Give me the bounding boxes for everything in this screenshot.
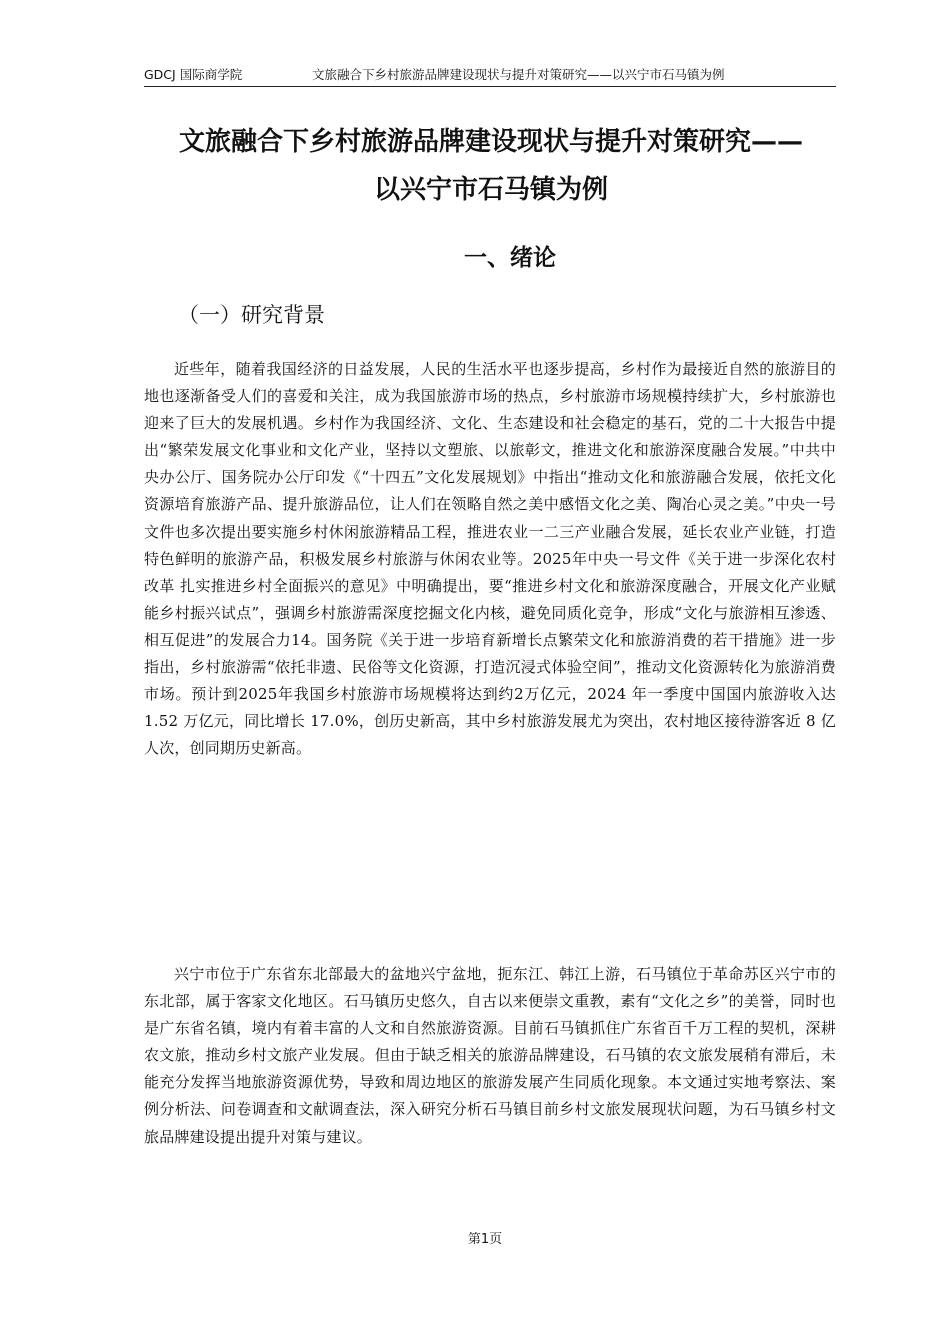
page-number: 第1页: [467, 1232, 503, 1247]
running-header: [144, 66, 836, 87]
body-paragraph-2: 兴宁市位于广东省东北部最大的盆地兴宁盆地，扼东江、韩江上游，石马镇位于革命苏区兴宁市的东北部，属于客家文化地区。石马镇历史悠久，自古以来便崇文重教，素有“文化之乡”的美誉，同时也是广东省名镇，境内有着丰富的人文和自然旅游资源。目前石马镇抓住广东省百千万工程的契机，深耕农文旅，推动乡村文旅产业发展。但由于缺乏相关的旅游品牌建设，石马镇的农文旅发展稍有滞后，未能充分发挥当地旅游资源优势，导致和周边地区的旅游发展产生同质化现象。本文通过实地考察法、案例分析法、问卷调查和文献调查法，深入研究分析石马镇目前乡村文旅发展现状问题，为石马镇乡村文旅品牌建设提出提升对策与建议。: [144, 965, 836, 1146]
section-heading: 一、绪论: [464, 245, 556, 271]
body-paragraph-1: 近些年，随着我国经济的日益发展，人民的生活水平也逐步提高，乡村作为最接近自然的旅游目的地也逐渐备受人们的喜爱和关注，成为我国旅游市场的热点，乡村旅游市场规模持续扩大，乡村旅游也迎来了巨大的发展机遇。乡村作为我国经济、文化、生态建设和社会稳定的基石，党的二十大报告中提出“繁荣发展文化事业和文化产业，坚持以文塑旅、以旅彰文，推进文化和旅游深度融合发展。”中共中央办公厅、国务院办公厅印发《“十四五”文化发展规划》中指出“推动文化和旅游融合发展，依托文化资源培育旅游产品、提升旅游品位，让人们在领略自然之美中感悟文化之美、陶冶心灵之美。”中央一号文件也多次提出要实施乡村休闲旅游精品工程，推进农业一二三产业融合发展，延长农业产业链，打造特色鲜明的旅游产品，积极发展乡村旅游与休闲农业等。2025年中央一号文件《关于进一步深化农村改革 扎实推进乡村全面振兴的意见》中明确提出，要“推进乡村文化和旅游深度融合，开展文化产业赋能乡村振兴试点”，强调乡村旅游需深度挖掘文化内核，避免同质化竞争，形成“文化与旅游相互渗透、相互促进”的发展合力14。国务院《关于进一步培育新增长点繁荣文化和旅游消费的若干措施》进一步指出，乡村旅游需“依托非遗、民俗等文化资源，打造沉浸式体验空间”，推动文化资源转化为旅游消费市场。预计到2025年我国乡村旅游市场规模将达到约2万亿元，2024 年一季度中国国内旅游收入达 1.52 万亿元，同比增长 17.0%，创历史新高，其中乡村旅游发展尤为突出，农村地区接待游客近 8 亿人次，创同期历史新高。: [144, 360, 836, 758]
document-title-line-1: 文旅融合下乡村旅游品牌建设现状与提升对策研究——: [178, 127, 803, 157]
header-institution: GDCJ 国际商学院: [144, 67, 243, 82]
header-running-title: 文旅融合下乡村旅游品牌建设现状与提升对策研究——以兴宁市石马镇为例: [312, 67, 725, 82]
document-title-line-2: 以兴宁市石马镇为例: [373, 175, 608, 205]
subsection-heading: （一）研究背景: [178, 303, 325, 327]
